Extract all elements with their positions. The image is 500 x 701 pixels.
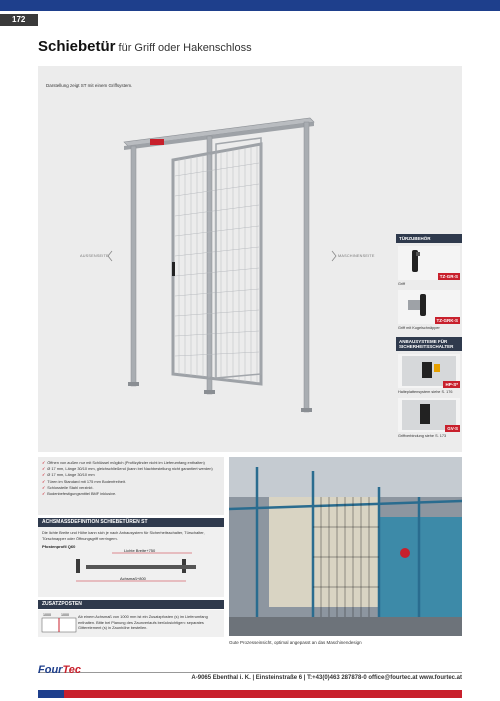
zusatz-head: ZUSATZPOSTEN bbox=[38, 600, 224, 609]
zusatz-text: Ab einem Achsmaß von 1000 mm ist ein Zusatzpfosten (s) im Lieferumfang enthalten. Bitte bei Planung des Zaunverlaufs berücksichtigen: separates Gitterelement (s) in Zaunhöhe bestellen. bbox=[78, 614, 208, 631]
spec-item: ✓ Bodenbefestigungsmittel BMF inklusive. bbox=[42, 491, 220, 497]
door-mesh bbox=[175, 146, 259, 383]
achsmass-text: Die lichte Breite und Höhe kann sich je nach Anbausystem für Sicherheitsschalter, Türschalter, Türschnapper oder Öffnungsgriff verringern. bbox=[42, 530, 205, 541]
dim-top-label: Lichte Breite+750 bbox=[124, 549, 156, 554]
page-title bbox=[38, 38, 252, 55]
caption-hp: Halteplattensystem siehe S. 176 bbox=[398, 390, 453, 394]
accessory-panel bbox=[396, 234, 462, 439]
tag-tz-grk-s: TZ-GRK-S bbox=[436, 318, 458, 323]
achsmass-diagram bbox=[42, 549, 220, 587]
spec-item: ✓ Schlossteile Stahl verzinkt. bbox=[42, 485, 220, 491]
dim-bottom-label: Achsmaß+800 bbox=[120, 576, 146, 582]
page-number: 172 bbox=[0, 14, 38, 26]
hero-note: Darstellung zeigt ST mit einem Griffsystem. bbox=[46, 83, 133, 88]
anbau-hp-image bbox=[398, 354, 460, 388]
spec-item: ✓ Ø 17 mm, Länge 30/10 mm, gleichschließend (kann bei Nachbestellung nicht garantiert werden) bbox=[42, 466, 220, 472]
caption-griff-kugel: Griff mit Kugelschnäpper bbox=[398, 326, 440, 330]
tag-hp-s: HP-S* bbox=[445, 382, 458, 387]
accessory-head: TÜRZUBEHÖR bbox=[396, 234, 462, 243]
dim-a: 1000 bbox=[43, 613, 51, 617]
caption-griff: Griff bbox=[398, 282, 406, 286]
tag-gv-s: GV-S bbox=[447, 426, 458, 431]
label-outside: AUSSENSEITE bbox=[80, 254, 109, 258]
anbau-head: ANBAUSYSTEME FÜR SICHERHEITSSCHALTER bbox=[396, 337, 462, 351]
footer-divider bbox=[38, 672, 462, 673]
machine-photo-illustration bbox=[229, 457, 462, 636]
title-subtitle: für Griff oder Hakenschloss bbox=[118, 42, 252, 54]
spec-item: ✓ Türen im Standard mit 175 mm Bodenfreiheit. bbox=[42, 479, 220, 485]
title-main: Schiebetür bbox=[38, 38, 116, 55]
bottom-accent-bar bbox=[64, 690, 462, 698]
fourtec-logo bbox=[38, 664, 81, 676]
logo-tec: Tec bbox=[62, 664, 81, 676]
logo-four: Four bbox=[38, 664, 63, 676]
spec-item: ✓ Öffnen von außen nur mit Schlüssel möglich (Profilzylinder nicht im Lieferumfang enthalten) bbox=[42, 460, 220, 466]
dim-b: 1000 bbox=[61, 613, 69, 617]
accessory-handle-image bbox=[398, 246, 460, 280]
accessory-latch-image bbox=[398, 290, 460, 324]
application-photo bbox=[229, 457, 462, 636]
footer-contact: A-9065 Ebenthal i. K. | Einsteinstraße 6 | T:+43(0)463 287878-0 office@fourtec.at www.fourtec.at bbox=[191, 675, 462, 681]
photo-caption: Gute Prozesseinsicht, optimal angepasst an das Maschinendesign bbox=[229, 640, 362, 645]
top-brand-bar bbox=[0, 0, 500, 11]
roller-red bbox=[150, 139, 164, 145]
anbau-gv-image bbox=[398, 398, 460, 432]
spec-list bbox=[38, 457, 224, 515]
tag-tz-gr-s: TZ-GR-S bbox=[439, 274, 458, 279]
achsmass-box bbox=[38, 527, 224, 597]
label-machine-side: MASCHINENSEITE bbox=[338, 254, 375, 258]
caption-gv: Griffverbindung siehe S. 173 bbox=[398, 434, 447, 438]
achsmass-head: ACHSMASSDEFINITION SCHIEBETÜREN ST bbox=[38, 518, 224, 527]
zusatz-box bbox=[38, 610, 224, 637]
spec-item: ✓ Ø 17 mm, Länge 30/10 mm bbox=[42, 472, 220, 478]
door-handle bbox=[172, 262, 175, 276]
zusatz-diagram bbox=[41, 612, 77, 636]
profile-label: Pfostenprofil Q60 bbox=[42, 544, 76, 550]
